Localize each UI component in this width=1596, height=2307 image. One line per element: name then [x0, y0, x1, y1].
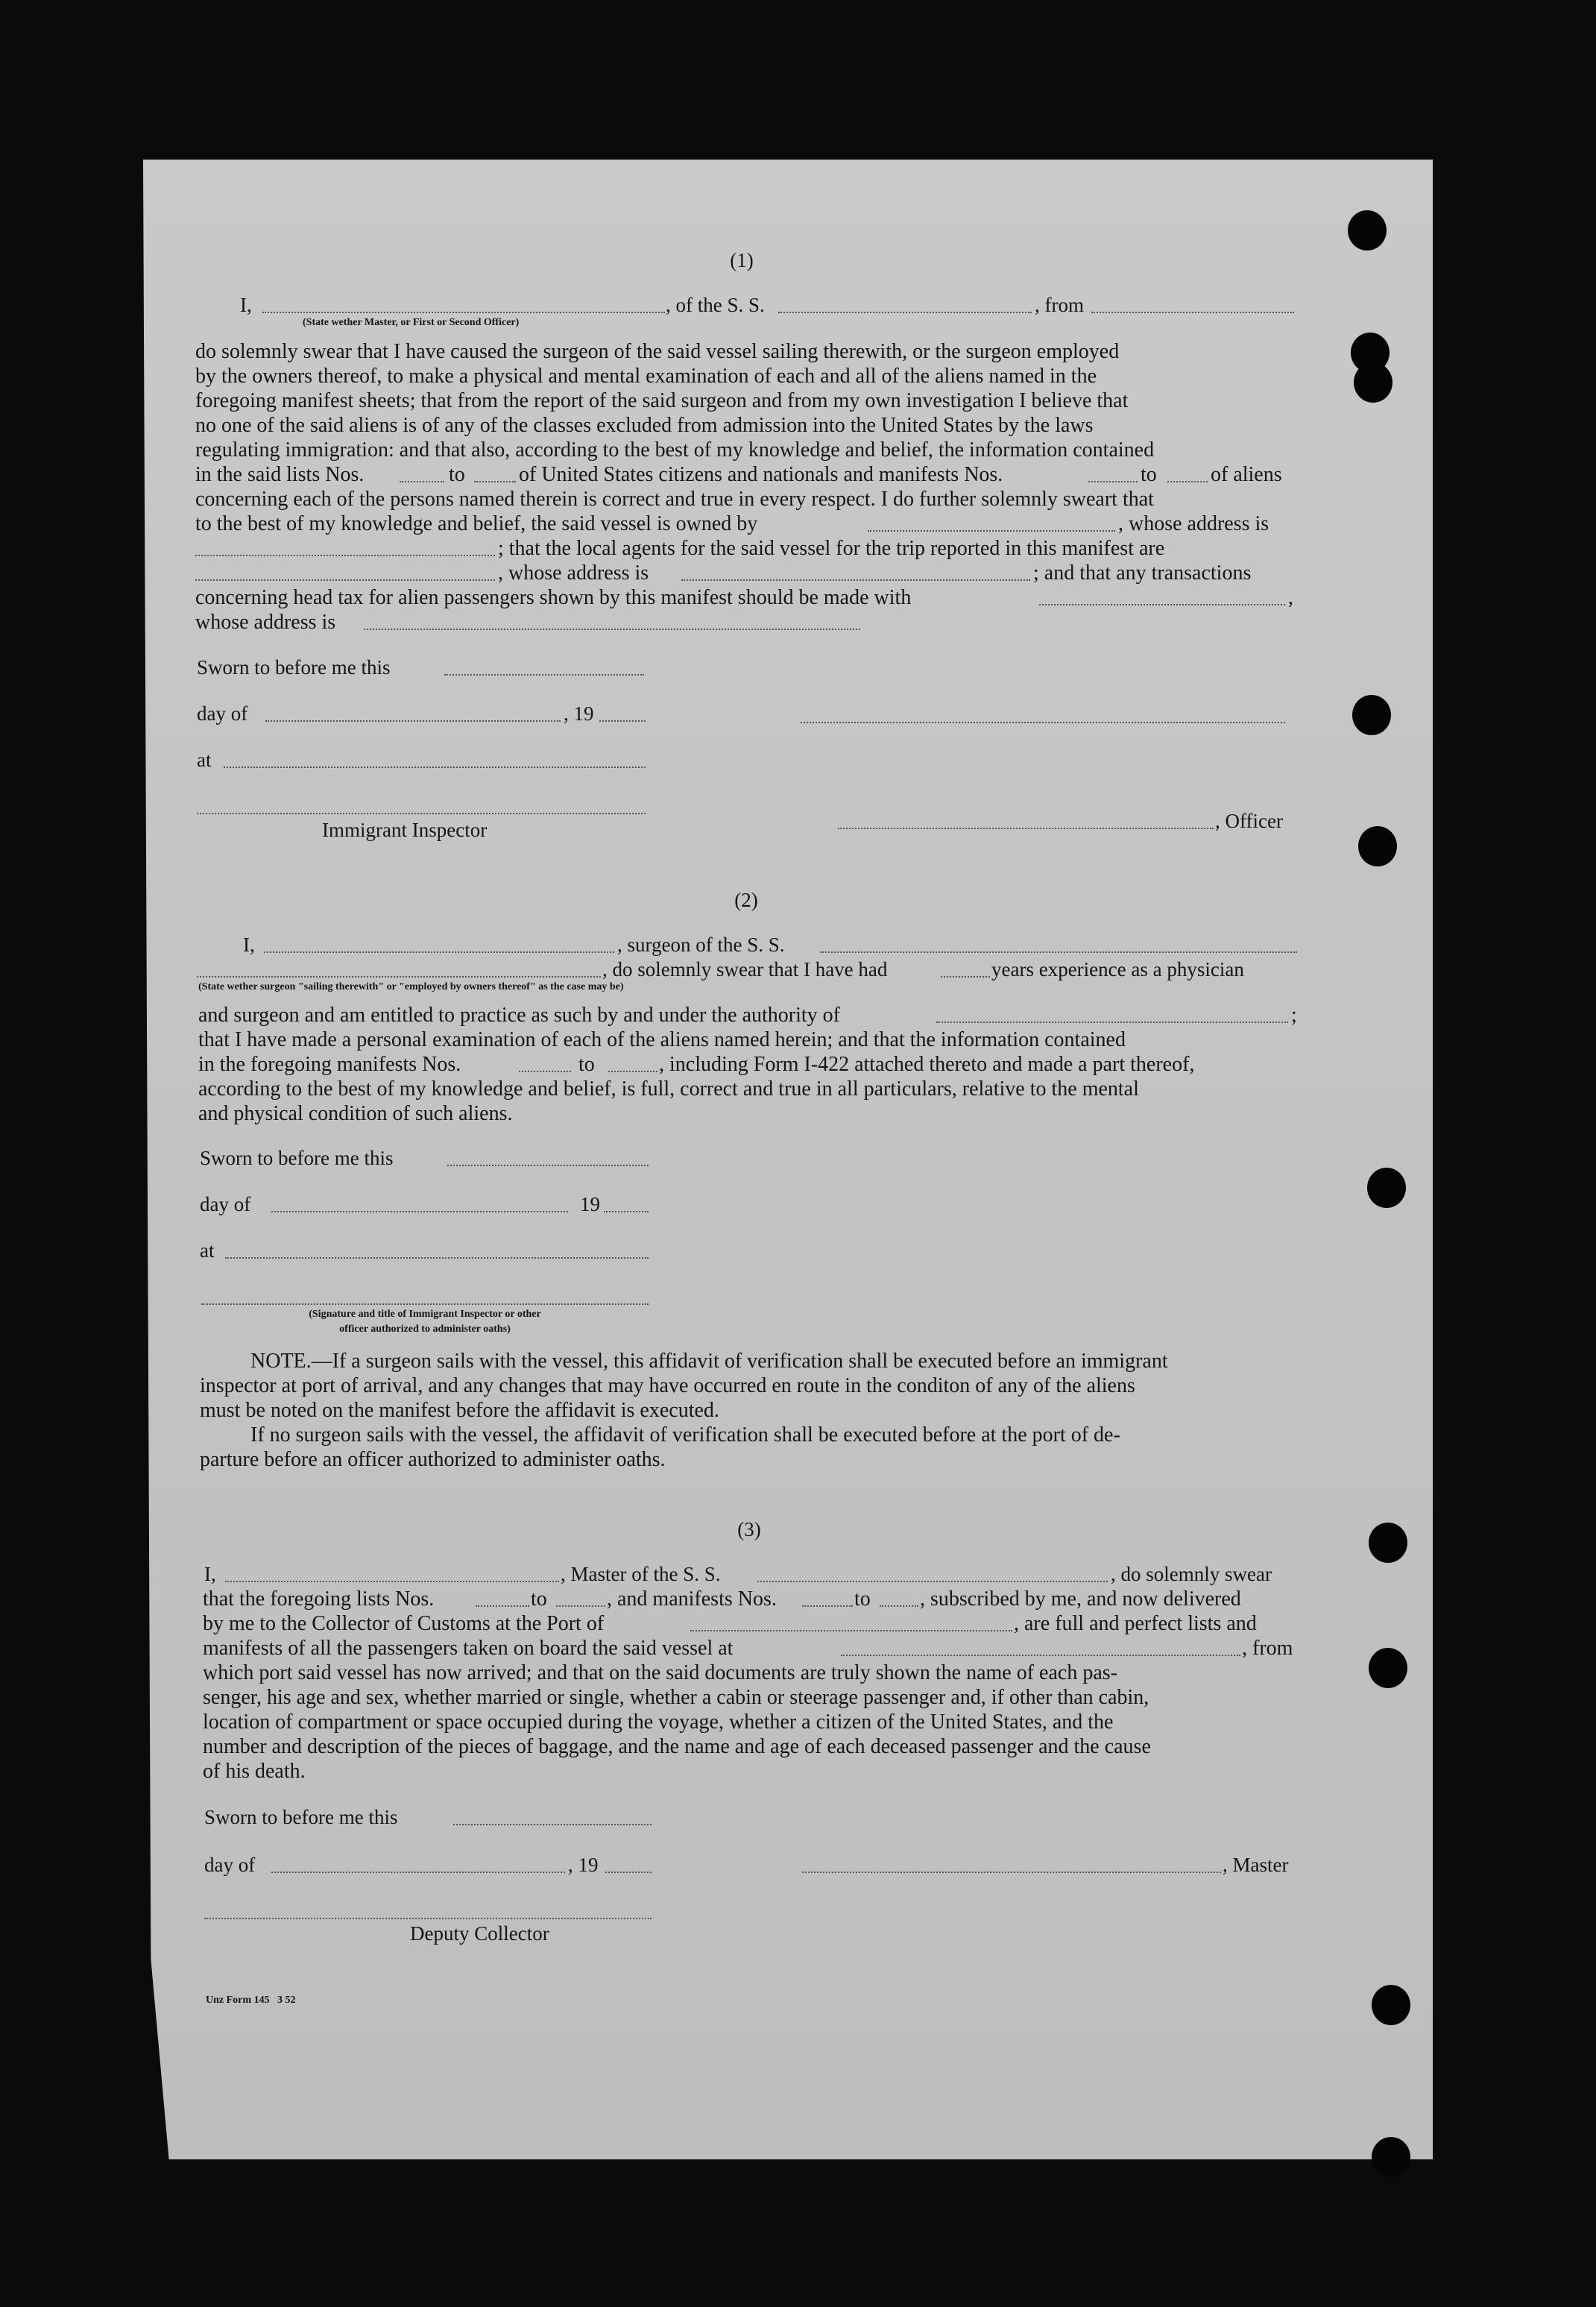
- manifests-label: in the foregoing manifests Nos.: [198, 1053, 461, 1076]
- from-label: , from: [1242, 1637, 1293, 1660]
- collector-signature-field[interactable]: [204, 1918, 652, 1919]
- subscribed-label: , subscribed by me, and now delivered: [920, 1587, 1241, 1611]
- note-line: If no surgeon sails with the vessel, the affidavit of verification shall be executed before at the port of de-: [250, 1423, 1120, 1447]
- section-1-i: I,: [240, 294, 252, 316]
- head-tax-address-field[interactable]: [364, 629, 860, 630]
- of-ss-label: , of the S. S.: [666, 294, 765, 316]
- officer-label: , Officer: [1215, 810, 1283, 832]
- section-2-number: (2): [734, 889, 758, 911]
- to-label: to: [1141, 463, 1157, 486]
- s3-vessel-field[interactable]: [757, 1581, 1108, 1582]
- punch-hole: [1372, 2137, 1410, 2177]
- punch-hole: [1369, 1523, 1407, 1563]
- surgeon-of-ss-label: , surgeon of the S. S.: [617, 934, 785, 956]
- authority-field[interactable]: [936, 1022, 1288, 1023]
- year-label: 19: [580, 1193, 600, 1215]
- signature-caption: officer authorized to administer oaths): [339, 1324, 511, 1335]
- punch-hole: [1369, 1648, 1407, 1688]
- s3-manifests-from-field[interactable]: [802, 1605, 853, 1607]
- to-label: to: [578, 1053, 595, 1076]
- owner-address-field[interactable]: [195, 555, 495, 556]
- whose-address-label: whose address is: [195, 611, 336, 634]
- years-label: years experience as a physician: [991, 958, 1244, 981]
- year-label: , 19: [568, 1854, 599, 1876]
- s2-sworn-field[interactable]: [447, 1165, 649, 1166]
- vessel-name-field[interactable]: [778, 312, 1032, 313]
- collector-port-field[interactable]: [690, 1630, 1012, 1631]
- transactions-label: ; and that any transactions: [1033, 561, 1252, 585]
- punch-hole: [1358, 826, 1397, 866]
- day-of-label: day of: [204, 1854, 256, 1876]
- semicolon: ;: [1291, 1004, 1297, 1027]
- lists-label: in the said lists Nos.: [195, 463, 365, 486]
- lists-perfect-label: , are full and perfect lists and: [1014, 1612, 1257, 1635]
- signature-caption: (Signature and title of Immigrant Inspector or other: [309, 1309, 541, 1320]
- manifests-from-field[interactable]: [1088, 481, 1138, 482]
- para1-line: regulating immigration: and that also, according to the best of my knowledge and belief, the information contained: [195, 438, 1155, 462]
- para3-line: which port said vessel has now arrived; and that on the said documents are truly shown the name of each pas-: [203, 1661, 1117, 1684]
- agents-field[interactable]: [195, 579, 495, 581]
- para3-line: senger, his age and sex, whether married or single, whether a cabin or steerage passenger and, if other than cabin,: [203, 1686, 1149, 1709]
- head-tax-label: concerning head tax for alien passengers shown by this manifest should be made with: [195, 586, 912, 609]
- lists-from-field[interactable]: [400, 481, 444, 482]
- manifests-to-field[interactable]: [1167, 481, 1208, 482]
- section-3-number: (3): [737, 1518, 761, 1540]
- punch-hole: [1352, 695, 1391, 735]
- year-label: , 19: [564, 702, 594, 725]
- from-port-field[interactable]: [1091, 312, 1294, 313]
- swear-label: , do solemnly swear that I have had: [602, 958, 888, 981]
- note-line: must be noted on the manifest before the affidavit is executed.: [200, 1399, 719, 1422]
- note-line: NOTE.—If a surgeon sails with the vessel, this affidavit of verification shall be executed before an immigrant: [250, 1350, 1168, 1373]
- surgeon-vessel-field[interactable]: [820, 951, 1297, 953]
- years-field[interactable]: [941, 976, 990, 978]
- s3-master-field[interactable]: [225, 1581, 559, 1582]
- year-field[interactable]: [599, 720, 646, 722]
- sworn-label: Sworn to before me this: [204, 1806, 398, 1828]
- s3-day-field[interactable]: [271, 1872, 565, 1873]
- s3-lists-from-field[interactable]: [476, 1605, 529, 1607]
- para2-line: that I have made a personal examination of each of the aliens named herein; and that the information contained: [198, 1028, 1126, 1051]
- s2-manifest-to-field[interactable]: [608, 1071, 657, 1072]
- s2-manifest-from-field[interactable]: [519, 1071, 571, 1072]
- to-label: to: [854, 1587, 871, 1611]
- s3-manifests-label: , and manifests Nos.: [607, 1587, 777, 1611]
- para1-line: foregoing manifest sheets; that from the report of the said surgeon and from my own investigation I believe that: [195, 389, 1129, 412]
- para1-line: concerning each of the persons named therein is correct and true in every respect. I do further solemnly sweart that: [195, 488, 1154, 511]
- comma: ,: [1288, 586, 1293, 609]
- agents-address-label: , whose address is: [498, 561, 649, 585]
- surgeon-name-field[interactable]: [264, 951, 614, 953]
- sworn-field[interactable]: [444, 674, 644, 676]
- master-of-ss-label: , Master of the S. S.: [561, 1563, 721, 1585]
- authority-label: and surgeon and am entitled to practice as such by and under the authority of: [198, 1004, 840, 1027]
- sworn-label: Sworn to before me this: [200, 1147, 394, 1169]
- from-label: , from: [1035, 294, 1084, 316]
- punch-hole: [1354, 362, 1392, 403]
- day-of-label: day of: [197, 702, 248, 725]
- master-name-field[interactable]: [262, 312, 665, 313]
- inspector-label: Immigrant Inspector: [322, 819, 488, 841]
- owned-by-label: to the best of my knowledge and belief, the said vessel is owned by: [195, 512, 758, 535]
- collector-label: Deputy Collector: [410, 1922, 549, 1945]
- aliens-label: of aliens: [1211, 463, 1282, 486]
- head-tax-field[interactable]: [1039, 604, 1285, 605]
- s3-lists-to-field[interactable]: [556, 1605, 605, 1607]
- form-number: Unz Form 145 3 52: [206, 1995, 296, 2006]
- agents-address-field[interactable]: [681, 579, 1030, 581]
- para3-line: location of compartment or space occupied during the voyage, whether a citizen of the United States, and the: [203, 1710, 1114, 1734]
- para3-line: number and description of the pieces of baggage, and the name and age of each deceased passenger and the cause: [203, 1735, 1151, 1758]
- surgeon-status-field[interactable]: [197, 976, 601, 978]
- punch-hole: [1367, 1168, 1406, 1208]
- to-label: to: [531, 1587, 547, 1611]
- master-label: , Master: [1223, 1854, 1289, 1876]
- para2-line: according to the best of my knowledge and belief, is full, correct and true in all particulars, relative to the mental: [198, 1077, 1139, 1101]
- punch-hole: [1372, 1985, 1410, 2025]
- s3-lists-label: that the foregoing lists Nos.: [203, 1587, 435, 1611]
- s3-year-field[interactable]: [605, 1872, 652, 1873]
- day-of-label: day of: [200, 1193, 251, 1215]
- surgeon-caption: (State wether surgeon "sailing therewith" or "employed by owners thereof" as the case may be): [198, 981, 624, 992]
- para2-line: and physical condition of such aliens.: [198, 1102, 513, 1125]
- owner-field[interactable]: [868, 530, 1115, 532]
- s2-year-field[interactable]: [604, 1211, 649, 1212]
- port-label: by me to the Collector of Customs at the Port of: [203, 1612, 605, 1635]
- section-3-i: I,: [204, 1563, 216, 1585]
- s2-day-field[interactable]: [271, 1211, 568, 1212]
- section-2-i: I,: [243, 934, 255, 956]
- s2-signature-field[interactable]: [201, 1303, 649, 1305]
- boarding-port-field[interactable]: [841, 1655, 1240, 1656]
- swear-label: , do solemnly swear: [1111, 1563, 1272, 1585]
- sworn-label: Sworn to before me this: [197, 656, 391, 679]
- lists-to-field[interactable]: [474, 481, 516, 482]
- taken-on-board-label: manifests of all the passengers taken on board the said vessel at: [203, 1637, 734, 1660]
- section-1-number: (1): [730, 249, 754, 271]
- para1-line: do solemnly swear that I have caused the surgeon of the said vessel sailing therewith, or the surgeon employed: [195, 340, 1120, 363]
- local-agents-label: ; that the local agents for the said vessel for the trip reported in this manifest are: [498, 537, 1165, 560]
- s2-place-field[interactable]: [225, 1257, 649, 1259]
- citizens-label: of United States citizens and nationals and manifests Nos.: [519, 463, 1003, 486]
- officer-extra-field[interactable]: [801, 722, 1285, 723]
- officer-signature-field[interactable]: [838, 828, 1214, 829]
- at-label: at: [197, 749, 212, 771]
- form-i422-label: , including Form I-422 attached thereto and made a part thereof,: [659, 1053, 1195, 1076]
- inspector-signature-field[interactable]: [197, 813, 646, 814]
- owner-address-label: , whose address is: [1118, 512, 1269, 535]
- note-line: parture before an officer authorized to administer oaths.: [200, 1448, 666, 1471]
- s3-sworn-field[interactable]: [453, 1824, 652, 1825]
- para1-line: by the owners thereof, to make a physical and mental examination of each and all of the aliens named in the: [195, 365, 1097, 388]
- para1-line: no one of the said aliens is of any of the classes excluded from admission into the United States by the laws: [195, 414, 1094, 437]
- officer-caption: (State wether Master, or First or Second Officer): [303, 317, 520, 328]
- punch-hole: [1348, 210, 1387, 251]
- para3-line: of his death.: [203, 1760, 306, 1783]
- to-label: to: [449, 463, 465, 486]
- s3-manifests-to-field[interactable]: [880, 1605, 918, 1607]
- master-signature-field[interactable]: [802, 1872, 1221, 1873]
- place-field[interactable]: [224, 767, 646, 768]
- day-field[interactable]: [265, 720, 561, 722]
- at-label: at: [200, 1239, 215, 1262]
- note-line: inspector at port of arrival, and any changes that may have occurred en route in the conditon of any of the aliens: [200, 1374, 1135, 1397]
